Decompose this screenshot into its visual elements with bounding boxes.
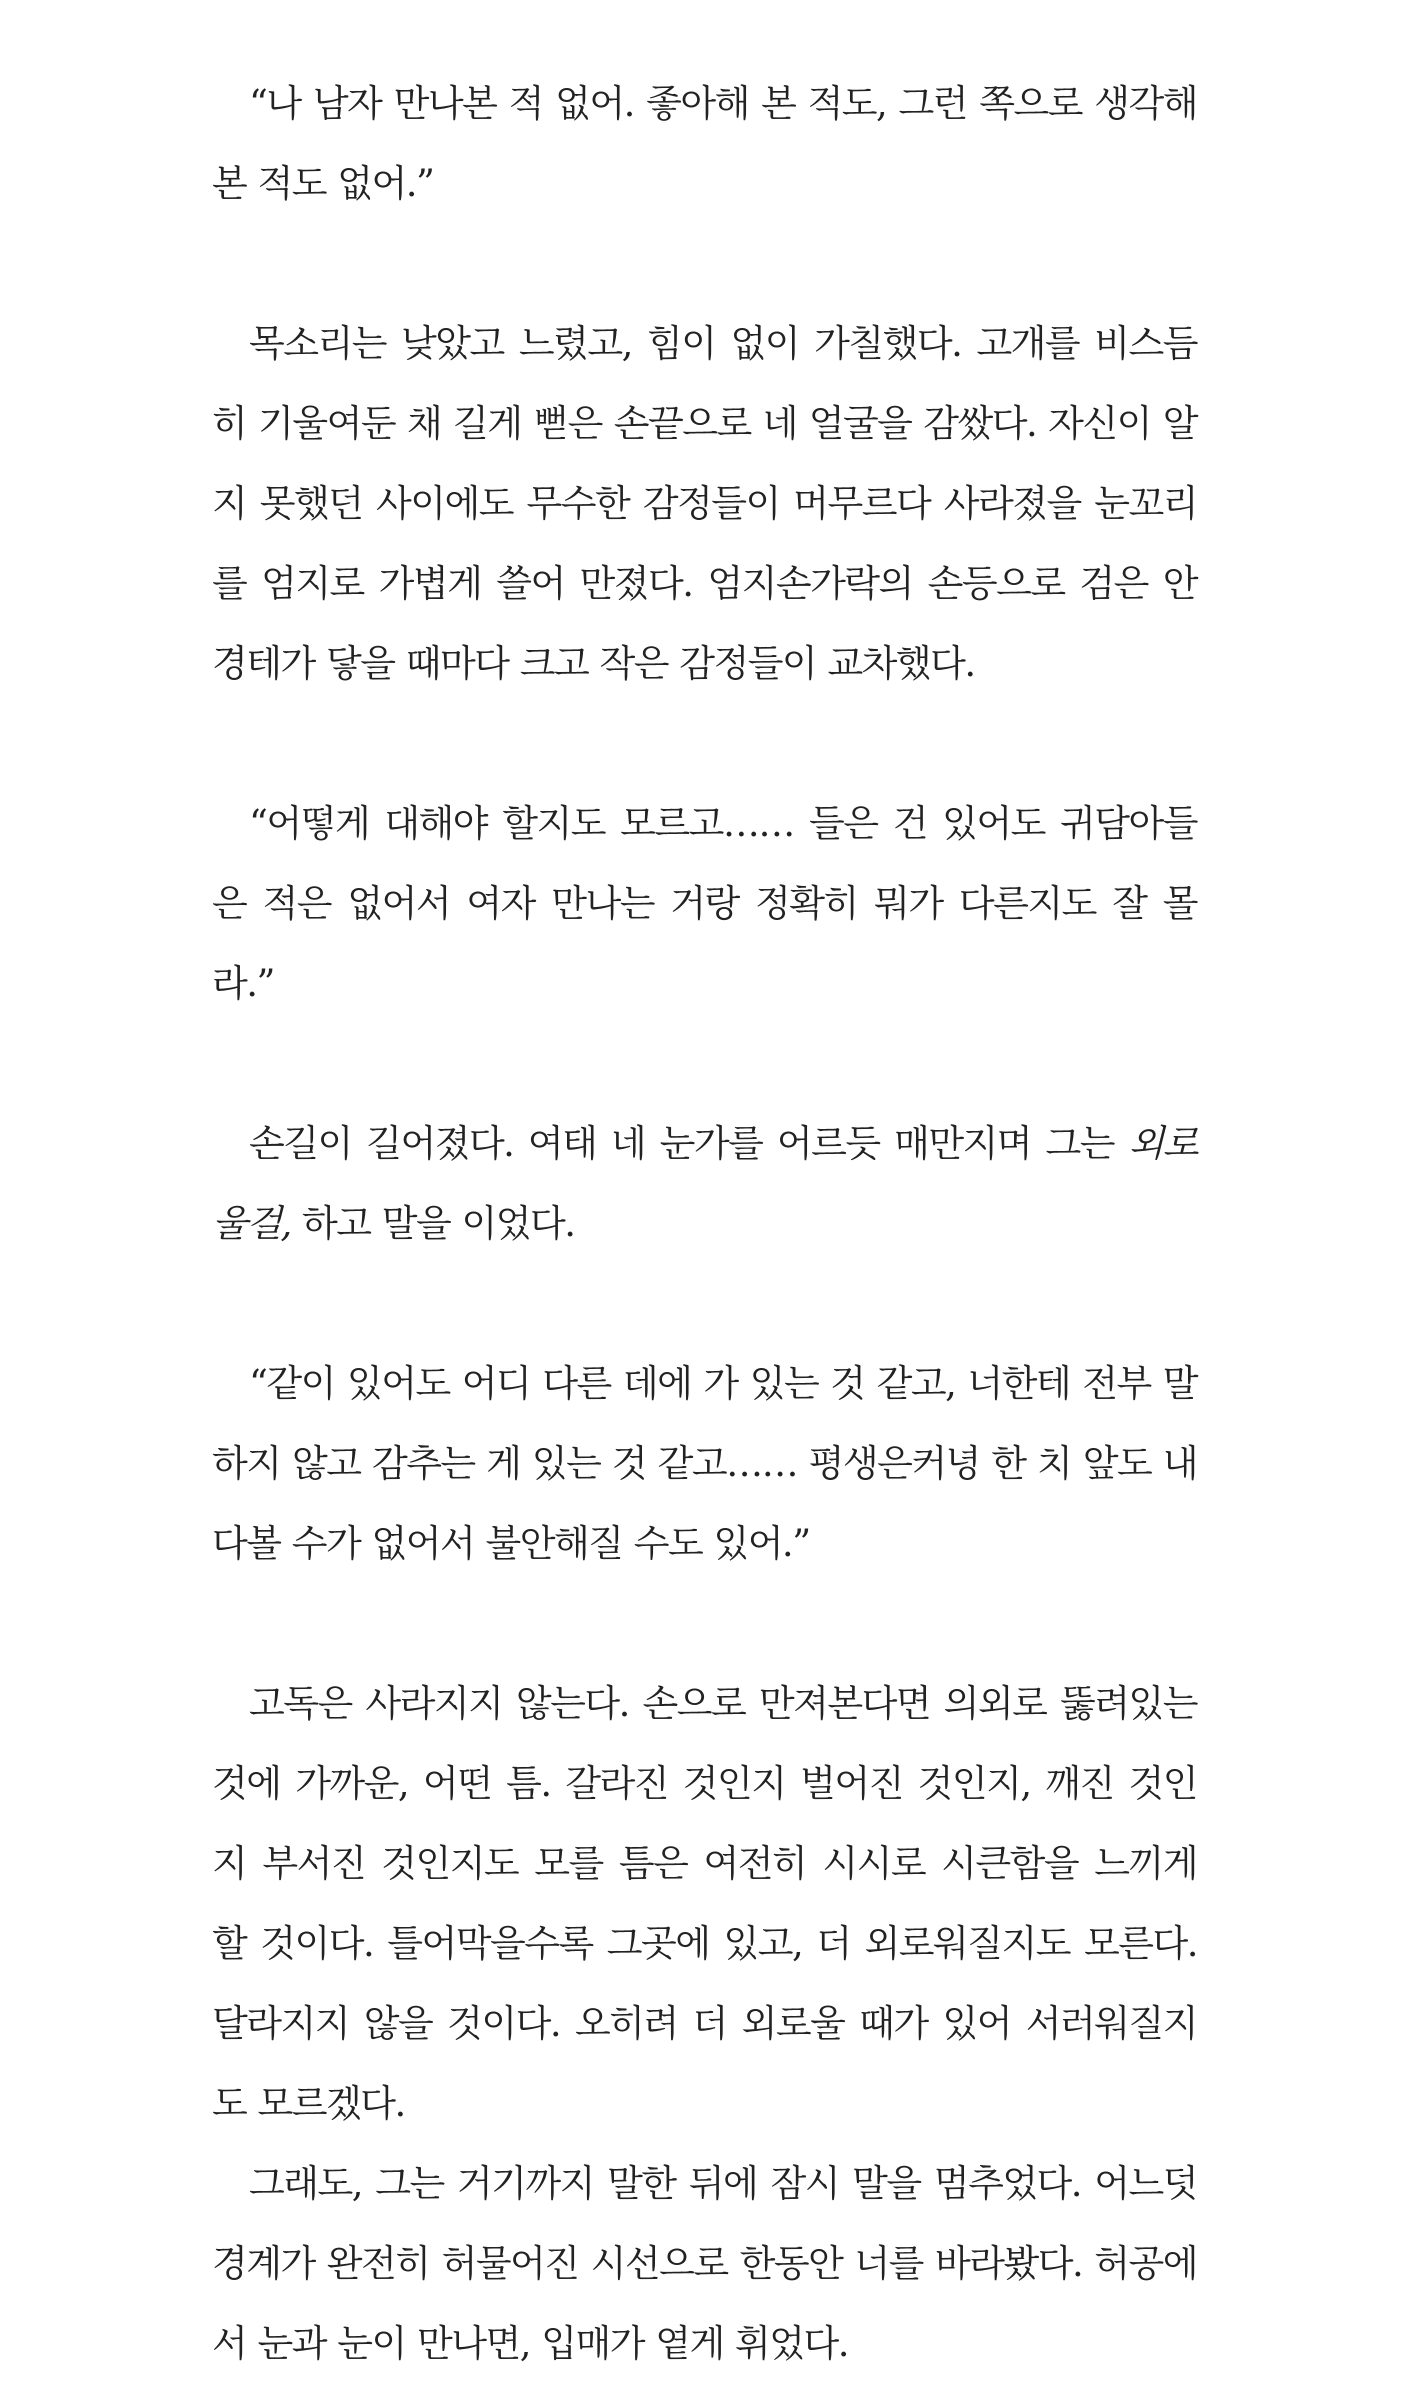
narration-2-italic: 외로울걸, [212, 1122, 1197, 1245]
narration-2-before: 손길이 길어졌다. 여태 네 눈가를 어르듯 매만지며 그는 [249, 1122, 1129, 1165]
document-body [212, 64, 1197, 2384]
narration-2-after: 하고 말을 이었다. [290, 1202, 575, 1245]
paragraph-dialogue-1: “나 남자 만나본 적 없어. 좋아해 본 적도, 그런 쪽으로 생각해 본 적도 없어.” [212, 82, 1197, 205]
paragraph-narration-2 [212, 1104, 1197, 1264]
paragraph-dialogue-2: “어떻게 대해야 할지도 모르고…… 들은 건 있어도 귀담아들은 적은 없어서 여자 만나는 거랑 정확히 뭐가 다른지도 잘 몰라.” [212, 802, 1197, 1005]
paragraph-narration-4: 그래도, 그는 거기까지 말한 뒤에 잠시 말을 멈추었다. 어느덧 경계가 완전히 허물어진 시선으로 한동안 너를 바라봤다. 허공에서 눈과 눈이 만나면, 입매가 옅게 휘었다. [212, 2162, 1197, 2365]
paragraph-narration-3: 고독은 사라지지 않는다. 손으로 만져본다면 의외로 뚫려있는 것에 가까운, 어떤 틈. 갈라진 것인지 벌어진 것인지, 깨진 것인지 부서진 것인지도 모를 틈은 여전히 시시로 시큰함을 느끼게 할 것이다. 틀어막을수록 그곳에 있고, 더 외로워질지도 모른다. 달라지지 않을 것이다. 오히려 더 외로울 때가 있어 서러워질지도 모르겠다. [212, 1682, 1197, 2125]
paragraph-narration-1: 목소리는 낮았고 느렸고, 힘이 없이 가칠했다. 고개를 비스듬히 기울여둔 채 길게 뻗은 손끝으로 네 얼굴을 감쌌다. 자신이 알지 못했던 사이에도 무수한 감정들이 머무르다 사라졌을 눈꼬리를 엄지로 가볍게 쓸어 만졌다. 엄지손가락의 손등으로 검은 안경테가 닿을 때마다 크고 작은 감정들이 교차했다. [212, 322, 1197, 685]
paragraph-dialogue-3: “같이 있어도 어디 다른 데에 가 있는 것 같고, 너한테 전부 말하지 않고 감추는 게 있는 것 같고…… 평생은커녕 한 치 앞도 내다볼 수가 없어서 불안해질 수도 있어.” [212, 1362, 1197, 1565]
